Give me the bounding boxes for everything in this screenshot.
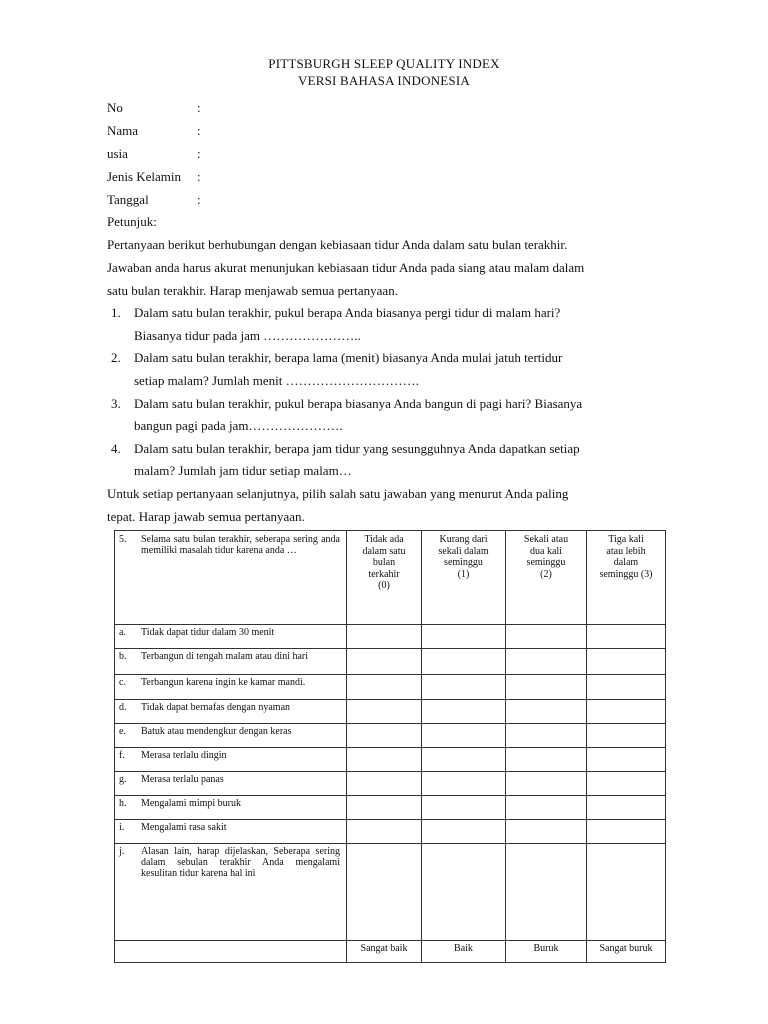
answer-cell[interactable] — [422, 772, 506, 796]
answer-cell[interactable] — [347, 700, 422, 724]
answer-cell[interactable] — [506, 748, 587, 772]
answer-cell[interactable] — [347, 675, 422, 700]
answer-cell[interactable] — [587, 844, 666, 941]
table-row: b. Terbangun di tengah malam atau dini hari — [115, 649, 666, 675]
question-number: 5. — [119, 534, 127, 545]
item-text: Alasan lain, harap dijelaskan, Seberapa sering dalam sebulan terakhir Anda mengalami kesulitan tidur karena hal ini — [141, 846, 340, 879]
table-row: a. Tidak dapat tidur dalam 30 menit — [115, 625, 666, 649]
question-number: 2. — [111, 350, 121, 365]
followup-text: tepat. Harap jawab semua pertanyaan. — [107, 509, 305, 524]
answer-cell[interactable] — [506, 649, 587, 675]
followup-text: Untuk setiap pertanyaan selanjutnya, pilih salah satu jawaban yang menurut Anda paling — [107, 486, 569, 501]
instructions-heading: Petunjuk: — [107, 214, 157, 229]
document-subtitle: VERSI BAHASA INDONESIA — [298, 73, 470, 88]
field-label-usia: usia — [107, 146, 128, 161]
answer-cell[interactable] — [347, 820, 422, 844]
answer-cell[interactable] — [587, 625, 666, 649]
answer-cell[interactable] — [422, 649, 506, 675]
question-number: 4. — [111, 441, 121, 456]
item-text: Merasa terlalu panas — [141, 774, 224, 785]
instructions-text: satu bulan terakhir. Harap menjawab semua pertanyaan. — [107, 283, 398, 298]
field-colon: : — [197, 100, 201, 115]
answer-cell[interactable] — [506, 700, 587, 724]
table-row: i. Mengalami rasa sakit — [115, 820, 666, 844]
question-answer-line: malam? Jumlah jam tidur setiap malam… — [134, 463, 352, 478]
item-text: Merasa terlalu dingin — [141, 750, 227, 761]
question-answer-line: setiap malam? Jumlah menit …………………………. — [134, 373, 419, 388]
table-row: h. Mengalami mimpi buruk — [115, 796, 666, 820]
answer-cell[interactable] — [422, 844, 506, 941]
item-text: Terbangun di tengah malam atau dini hari — [141, 651, 309, 662]
field-colon: : — [197, 192, 201, 207]
column-header: Sekali atau dua kali seminggu (2) — [506, 531, 587, 625]
rating-label: Baik — [454, 943, 473, 954]
answer-cell[interactable] — [422, 625, 506, 649]
answer-cell[interactable] — [506, 625, 587, 649]
answer-cell[interactable] — [422, 675, 506, 700]
table-row: g. Merasa terlalu panas — [115, 772, 666, 796]
answer-cell[interactable] — [587, 772, 666, 796]
item-text: Tidak dapat bernafas dengan nyaman — [141, 702, 291, 713]
rating-label: Sangat baik — [360, 943, 408, 954]
answer-cell[interactable] — [587, 675, 666, 700]
question-text: Dalam satu bulan terakhir, pukul berapa biasanya Anda bangun di pagi hari? Biasanya — [134, 396, 583, 411]
field-label-nama: Nama — [107, 123, 139, 138]
answer-cell[interactable] — [587, 748, 666, 772]
question-5-cell — [115, 531, 347, 625]
question-text: Dalam satu bulan terakhir, pukul berapa Anda biasanya pergi tidur di malam hari? — [134, 305, 561, 320]
answer-cell[interactable] — [587, 796, 666, 820]
answer-cell[interactable] — [347, 796, 422, 820]
answer-cell[interactable] — [422, 700, 506, 724]
question-text: Dalam satu bulan terakhir, berapa jam tidur yang sesungguhnya Anda dapatkan setiap — [134, 441, 580, 456]
answer-cell[interactable] — [587, 724, 666, 748]
answer-cell[interactable] — [506, 724, 587, 748]
table-row: e. Batuk atau mendengkur dengan keras — [115, 724, 666, 748]
field-label-no: No — [107, 100, 123, 115]
answer-cell[interactable] — [587, 700, 666, 724]
column-header: Tiga kali atau lebih dalam seminggu (3) — [587, 531, 666, 625]
rating-label: Sangat buruk — [599, 943, 653, 954]
rating-label: Buruk — [533, 943, 559, 954]
question-number: 1. — [111, 305, 121, 320]
answer-cell[interactable] — [422, 796, 506, 820]
question-answer-line: Biasanya tidur pada jam ………………….. — [134, 328, 361, 343]
item-text: Tidak dapat tidur dalam 30 menit — [141, 627, 275, 638]
answer-cell[interactable] — [422, 724, 506, 748]
instructions-text: Pertanyaan berikut berhubungan dengan kebiasaan tidur Anda dalam satu bulan terakhir. — [107, 237, 568, 252]
table-row: d. Tidak dapat bernafas dengan nyaman — [115, 700, 666, 724]
column-header: Kurang dari sekali dalam seminggu (1) — [422, 531, 506, 625]
instructions-text: Jawaban anda harus akurat menunjukan kebiasaan tidur Anda pada siang atau malam dalam — [107, 260, 585, 275]
answer-cell[interactable] — [347, 772, 422, 796]
answer-cell[interactable] — [506, 820, 587, 844]
table-row: j. Alasan lain, harap dijelaskan, Seberapa sering dalam sebulan terakhir Anda mengalami kesulitan tidur karena hal ini — [115, 844, 666, 941]
field-colon: : — [197, 169, 201, 184]
answer-cell[interactable] — [347, 625, 422, 649]
answer-cell[interactable] — [347, 844, 422, 941]
answer-cell[interactable] — [347, 748, 422, 772]
document-title: PITTSBURGH SLEEP QUALITY INDEX — [268, 56, 500, 71]
field-label-jenis-kelamin: Jenis Kelamin — [107, 169, 182, 184]
field-label-tanggal: Tanggal — [107, 192, 149, 207]
question-number: 3. — [111, 396, 121, 411]
answer-cell[interactable] — [422, 748, 506, 772]
item-text: Terbangun karena ingin ke kamar mandi. — [141, 677, 306, 688]
table-row: c. Terbangun karena ingin ke kamar mandi. — [115, 675, 666, 700]
answer-cell[interactable] — [506, 844, 587, 941]
answer-cell[interactable] — [506, 675, 587, 700]
answer-cell[interactable] — [587, 649, 666, 675]
item-text: Mengalami rasa sakit — [141, 822, 227, 833]
answer-cell[interactable] — [422, 820, 506, 844]
answer-cell[interactable] — [347, 724, 422, 748]
question-text: Selama satu bulan terakhir, seberapa sering anda memiliki masalah tidur karena anda … — [141, 534, 340, 556]
item-text: Batuk atau mendengkur dengan keras — [141, 726, 292, 737]
table-footer-row — [115, 941, 666, 963]
table-row: f. Merasa terlalu dingin — [115, 748, 666, 772]
answer-cell[interactable] — [587, 820, 666, 844]
column-header: Tidak ada dalam satu bulan terkahir (0) — [347, 531, 422, 625]
item-text: Mengalami mimpi buruk — [141, 798, 241, 809]
answer-cell[interactable] — [506, 772, 587, 796]
answer-cell[interactable] — [347, 649, 422, 675]
field-colon: : — [197, 146, 201, 161]
answer-cell[interactable] — [506, 796, 587, 820]
question-text: Dalam satu bulan terakhir, berapa lama (menit) biasanya Anda mulai jatuh tertidur — [134, 350, 563, 365]
table-header-row — [115, 531, 666, 625]
field-colon: : — [197, 123, 201, 138]
sleep-problems-table — [114, 530, 666, 963]
question-answer-line: bangun pagi pada jam…………………. — [134, 418, 343, 433]
